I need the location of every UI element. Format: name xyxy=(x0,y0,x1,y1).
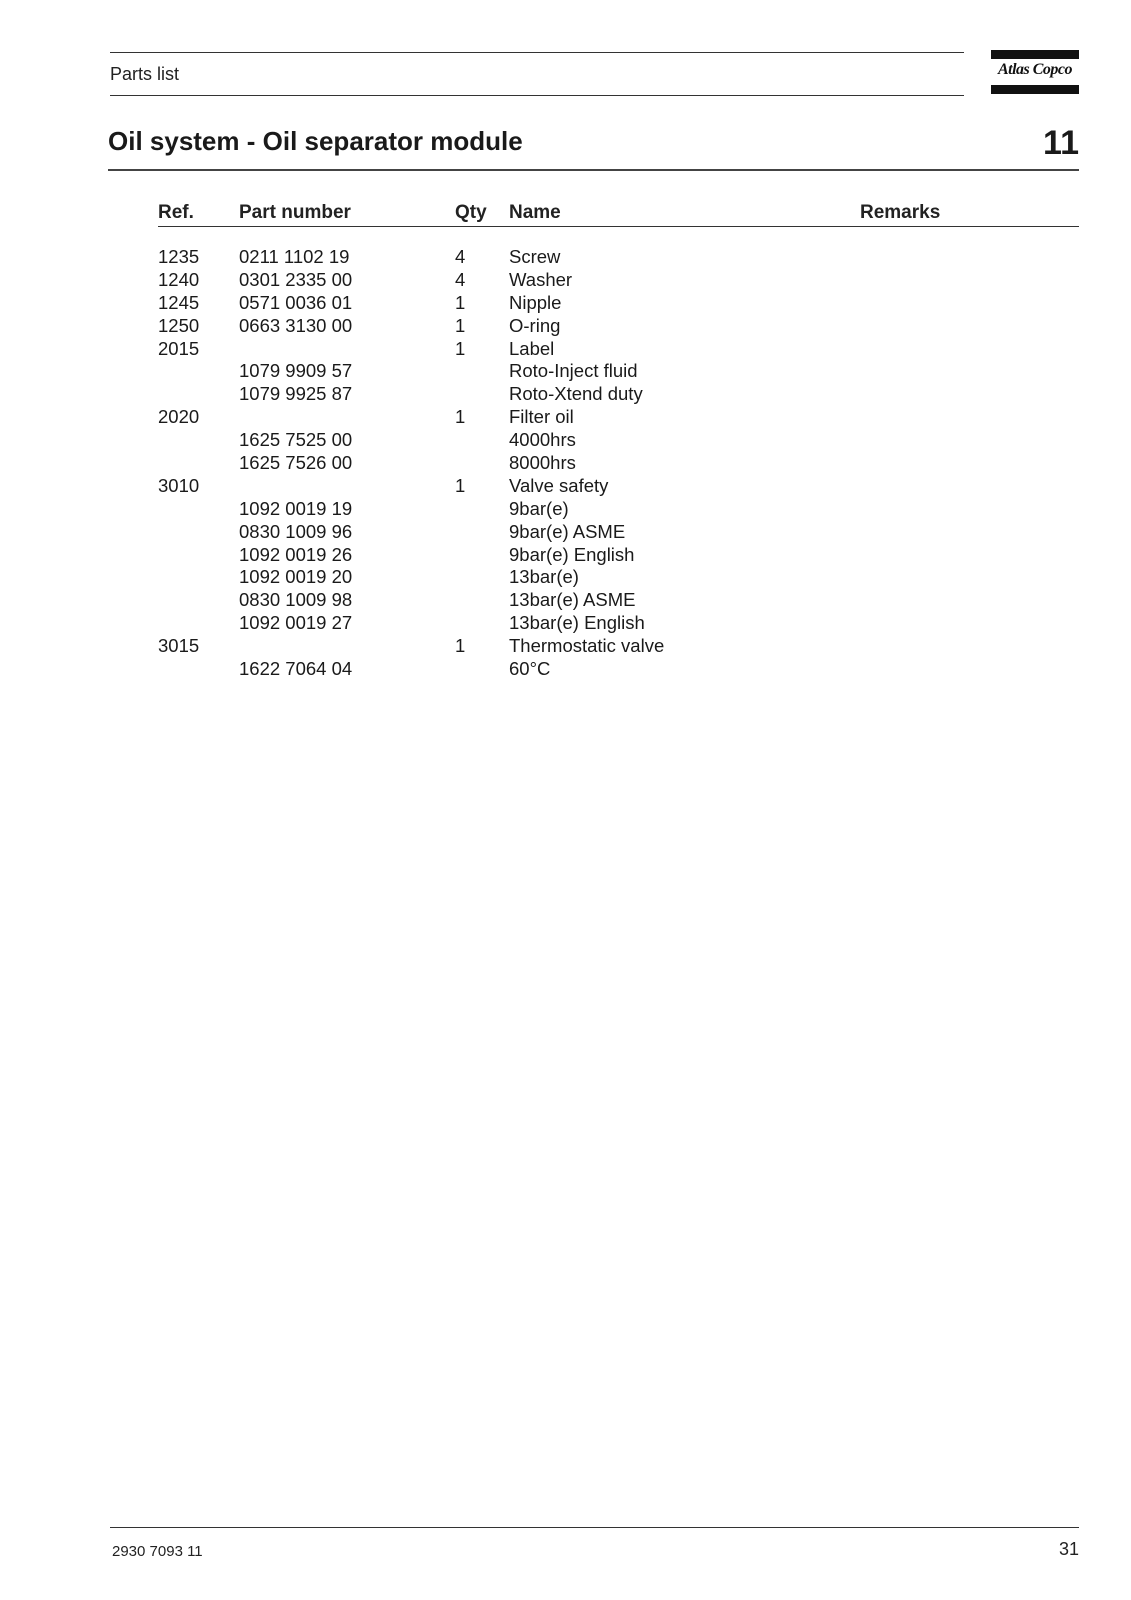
cell-name: 9bar(e) English xyxy=(509,543,635,565)
cell-ref: 2015 xyxy=(158,337,200,359)
table-row xyxy=(0,360,1131,383)
cell-name: 8000hrs xyxy=(509,452,576,474)
cell-name: Filter oil xyxy=(509,406,574,428)
cell-qty: 1 xyxy=(455,474,466,496)
table-row xyxy=(0,315,1131,338)
header-top-rule xyxy=(110,52,964,53)
page-number: 31 xyxy=(1058,1539,1079,1559)
cell-name: Screw xyxy=(509,246,561,267)
cell-qty: 1 xyxy=(455,314,466,336)
cell-qty: 4 xyxy=(455,246,466,267)
table-row xyxy=(0,612,1131,635)
table-row xyxy=(0,338,1131,361)
cell-qty: 1 xyxy=(455,291,466,313)
cell-qty: 1 xyxy=(455,406,466,428)
cell-part-number: 1092 0019 27 xyxy=(239,612,353,634)
cell-qty: 1 xyxy=(455,635,466,657)
cell-name: 9bar(e) ASME xyxy=(509,520,626,542)
table-row xyxy=(0,566,1131,589)
cell-part-number: 1092 0019 20 xyxy=(239,566,353,588)
cell-part-number: 0830 1009 98 xyxy=(239,589,353,611)
table-row xyxy=(0,292,1131,315)
table-header-rule xyxy=(158,226,1079,227)
table-row xyxy=(0,429,1131,452)
table-row xyxy=(0,589,1131,612)
table-row xyxy=(0,246,1131,269)
cell-name: 9bar(e) xyxy=(509,497,569,519)
logo-top-bar xyxy=(991,50,1079,59)
logo-text: Atlas Copco xyxy=(997,61,1073,78)
cell-name: Label xyxy=(509,337,555,359)
cell-name: O-ring xyxy=(509,314,561,336)
table-row xyxy=(0,383,1131,406)
cell-part-number: 0571 0036 01 xyxy=(239,291,353,313)
cell-part-number: 1079 9909 57 xyxy=(239,360,353,382)
table-row xyxy=(0,521,1131,544)
cell-part-number: 1092 0019 26 xyxy=(239,543,353,565)
cell-name: Nipple xyxy=(509,291,562,313)
cell-part-number: 0301 2335 00 xyxy=(239,268,353,290)
title-rule xyxy=(108,169,1079,171)
cell-ref: 3015 xyxy=(158,635,200,657)
table-row xyxy=(0,658,1131,681)
section-label: Parts list xyxy=(110,64,180,84)
parts-table-body xyxy=(0,246,1131,681)
cell-ref: 1235 xyxy=(158,246,200,267)
cell-part-number: 1625 7525 00 xyxy=(239,429,353,451)
cell-name: 60°C xyxy=(509,658,551,680)
table-row xyxy=(0,452,1131,475)
table-row xyxy=(0,406,1131,429)
cell-name: 13bar(e) English xyxy=(509,612,645,634)
table-row xyxy=(0,544,1131,567)
cell-qty: 1 xyxy=(455,337,466,359)
col-header-remarks: Remarks xyxy=(860,202,941,223)
cell-name: Valve safety xyxy=(509,474,609,496)
cell-part-number: 1625 7526 00 xyxy=(239,452,353,474)
chapter-number: 11 xyxy=(1043,124,1079,162)
cell-name: 4000hrs xyxy=(509,429,576,451)
cell-name: Washer xyxy=(509,268,573,290)
cell-part-number: 0830 1009 96 xyxy=(239,520,353,542)
cell-part-number: 1079 9925 87 xyxy=(239,383,353,405)
cell-ref: 1240 xyxy=(158,268,200,290)
col-header-ref: Ref. xyxy=(158,202,194,223)
table-row xyxy=(0,635,1131,658)
cell-name: Roto-Xtend duty xyxy=(509,383,643,405)
cell-qty: 4 xyxy=(455,268,466,290)
cell-ref: 1250 xyxy=(158,314,200,336)
cell-name: 13bar(e) xyxy=(509,566,579,588)
footer-rule xyxy=(110,1527,1079,1528)
table-row xyxy=(0,475,1131,498)
cell-name: 13bar(e) ASME xyxy=(509,589,636,611)
cell-part-number: 1622 7064 04 xyxy=(239,658,353,680)
cell-part-number: 0663 3130 00 xyxy=(239,314,353,336)
cell-ref: 1245 xyxy=(158,291,200,313)
cell-ref: 2020 xyxy=(158,406,200,428)
brand-logo xyxy=(991,50,1079,94)
cell-part-number: 0211 1102 19 xyxy=(239,246,350,267)
logo-bottom-bar xyxy=(991,85,1079,94)
cell-ref: 3010 xyxy=(158,474,200,496)
cell-name: Roto-Inject fluid xyxy=(509,360,638,382)
col-header-part-number: Part number xyxy=(239,202,351,223)
cell-name: Thermostatic valve xyxy=(509,635,665,657)
col-header-qty: Qty xyxy=(455,202,487,223)
table-row xyxy=(0,498,1131,521)
header-bottom-rule xyxy=(110,95,964,96)
cell-part-number: 1092 0019 19 xyxy=(239,497,353,519)
page-title: Oil system - Oil separator module xyxy=(108,126,523,156)
document-number: 2930 7093 11 xyxy=(112,1543,203,1560)
col-header-name: Name xyxy=(509,202,561,223)
table-row xyxy=(0,269,1131,292)
